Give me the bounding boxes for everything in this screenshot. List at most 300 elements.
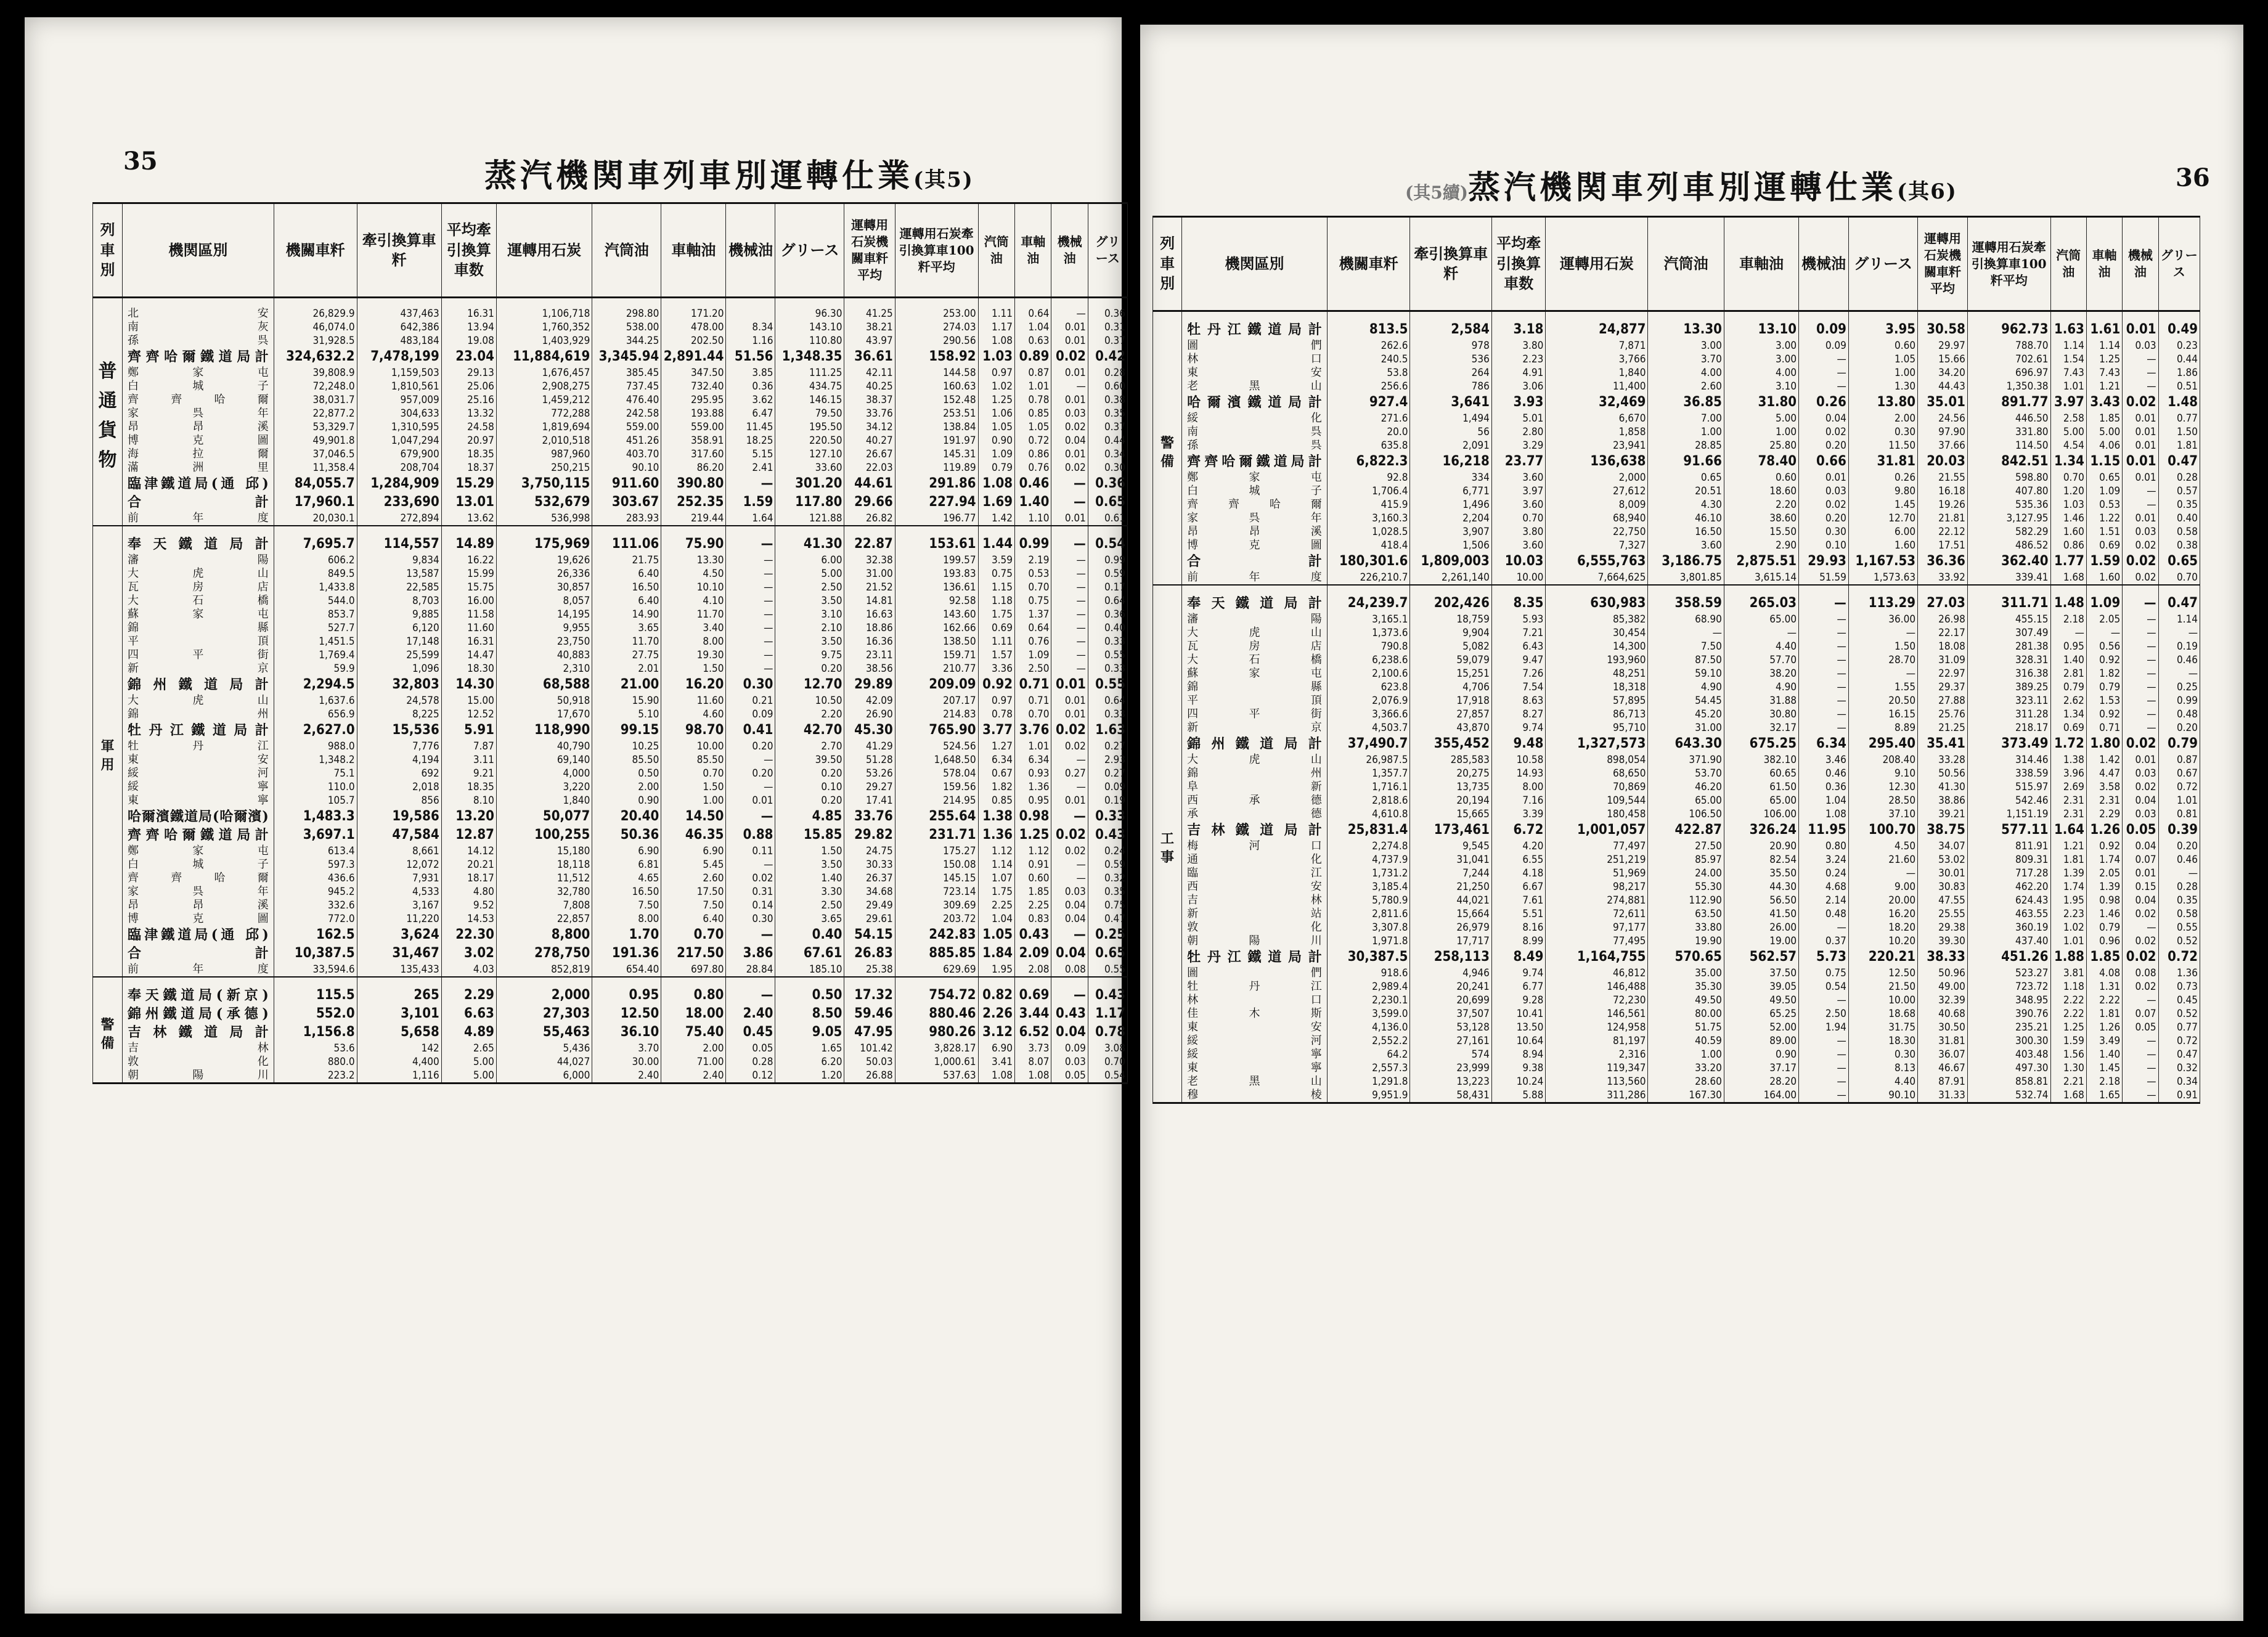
title-sub: (其5) [913, 168, 974, 192]
depot-name: 大虎山 [123, 694, 274, 708]
value-cell: 6,771 [1410, 484, 1491, 498]
value-cell: 22,750 [1546, 525, 1648, 539]
value-cell: 536 [1410, 353, 1491, 366]
value-cell: 39.50 [775, 753, 844, 767]
value-cell: 1.25 [978, 393, 1014, 407]
value-cell: 210.77 [895, 662, 978, 676]
value-cell: 1.94 [1799, 1021, 1849, 1034]
value-cell: 0.71 [1015, 694, 1051, 708]
value-cell: 0.97 [978, 694, 1014, 708]
value-cell: 37.10 [1848, 807, 1917, 821]
value-cell: 463.55 [1967, 907, 2050, 921]
data-table [92, 202, 1128, 1084]
spacer-cell [2050, 585, 2086, 594]
value-cell: 29.38 [1918, 921, 1968, 934]
value-cell: 4.65 [592, 872, 661, 885]
value-cell: 6.90 [978, 1042, 1014, 1055]
value-cell: 852,819 [496, 963, 592, 977]
value-cell: 40.68 [1918, 1007, 1968, 1021]
value-cell: 46.67 [1918, 1061, 1968, 1075]
value-cell: — [1051, 380, 1088, 393]
value-cell: 18.35 [441, 780, 496, 794]
value-cell: 0.35 [1088, 407, 1127, 420]
value-cell: 31.33 [1918, 1088, 1968, 1103]
value-cell: — [726, 635, 775, 648]
value-cell: 0.75 [1088, 899, 1127, 912]
value-cell: 1,809,003 [1410, 552, 1491, 571]
value-cell: 1.34 [2050, 452, 2086, 471]
value-cell: 253.51 [895, 407, 978, 420]
value-cell: 9.47 [1491, 653, 1546, 667]
table-row [1153, 626, 2200, 640]
value-cell: 0.50 [592, 767, 661, 780]
value-cell: 0.04 [2123, 839, 2158, 853]
value-cell: 1.17 [1088, 1005, 1127, 1023]
value-cell: 407.80 [1967, 484, 2050, 498]
value-cell: 54.45 [1648, 694, 1724, 708]
value-cell: 28.70 [1848, 653, 1917, 667]
value-cell: 8.63 [1491, 694, 1546, 708]
value-cell: 36.61 [844, 348, 895, 366]
value-cell: 1,159,503 [357, 366, 441, 380]
value-cell: 1.77 [2050, 552, 2086, 571]
spacer-cell [1491, 585, 1546, 594]
value-cell: — [1799, 1061, 1849, 1075]
value-cell: 1.82 [2086, 667, 2122, 680]
value-cell: 150.08 [895, 858, 978, 872]
value-cell: 9.74 [1491, 966, 1546, 980]
value-cell: 437,463 [357, 307, 441, 320]
value-cell: 9.10 [1848, 767, 1917, 780]
table-row [1153, 1048, 2200, 1061]
value-cell: 3.29 [1491, 439, 1546, 452]
depot-name: 綏河 [1182, 1034, 1328, 1048]
spacer-cell [1153, 311, 1182, 321]
value-cell: 0.70 [1015, 581, 1051, 594]
value-cell: 10.03 [1491, 552, 1546, 571]
value-cell: 61.50 [1724, 780, 1798, 794]
column-header: 車軸油 [1015, 203, 1051, 298]
depot-name: 牡丹江 [1182, 980, 1328, 994]
value-cell: 962.73 [1967, 320, 2050, 339]
value-cell: 0.98 [1015, 807, 1051, 826]
value-cell: 295.40 [1848, 735, 1917, 753]
value-cell: 219.44 [661, 512, 726, 526]
value-cell: 0.02 [1051, 721, 1088, 740]
table-row [1153, 667, 2200, 680]
spacer-cell [844, 298, 895, 308]
value-cell: 7,776 [357, 740, 441, 753]
table-row [1153, 640, 2200, 653]
value-cell: 1.86 [2158, 366, 2200, 380]
value-cell: 1,971.8 [1327, 934, 1410, 948]
value-cell: 38.56 [844, 662, 895, 676]
value-cell: 0.02 [1051, 826, 1088, 844]
value-cell: 25,831.4 [1327, 821, 1410, 839]
value-cell: 2,584 [1410, 320, 1491, 339]
value-cell: 27,303 [496, 1005, 592, 1023]
table-row [1153, 1088, 2200, 1103]
value-cell: 0.72 [2158, 1034, 2200, 1048]
value-cell: 0.40 [2158, 512, 2200, 525]
value-cell: 1.85 [2086, 948, 2122, 966]
value-cell: 19.00 [1724, 934, 1798, 948]
value-cell: 0.27 [1088, 767, 1127, 780]
table-row [1153, 948, 2200, 966]
value-cell: 16.20 [661, 676, 726, 694]
value-cell: 0.60 [1724, 471, 1798, 484]
value-cell: 3,615.14 [1724, 571, 1798, 585]
value-cell: 0.92 [978, 676, 1014, 694]
spacer-cell [1967, 585, 2050, 594]
value-cell: — [1051, 648, 1088, 662]
value-cell: 162.66 [895, 621, 978, 635]
value-cell: 1.00 [1648, 425, 1724, 439]
value-cell: 11.70 [661, 608, 726, 621]
value-cell: — [1799, 708, 1849, 721]
value-cell: 29.49 [844, 899, 895, 912]
value-cell: — [1051, 872, 1088, 885]
spacer-cell [1015, 526, 1051, 535]
value-cell: 0.02 [1051, 844, 1088, 858]
value-cell: 303.67 [592, 493, 661, 512]
value-cell: 0.76 [1015, 461, 1051, 475]
value-cell: 1.38 [2050, 753, 2086, 767]
value-cell: 29.37 [1918, 680, 1968, 694]
value-cell: 542.46 [1967, 794, 2050, 807]
value-cell: 51.28 [844, 753, 895, 767]
value-cell: 6,670 [1546, 412, 1648, 425]
value-cell: 1.81 [2158, 439, 2200, 452]
value-cell: 1.42 [978, 512, 1014, 526]
value-cell: 10.25 [592, 740, 661, 753]
value-cell: 50.96 [1918, 966, 1968, 980]
value-cell: 1.00 [1848, 366, 1917, 380]
value-cell: 6.47 [726, 407, 775, 420]
value-cell: 0.36 [1088, 475, 1127, 493]
value-cell: 142 [357, 1042, 441, 1055]
value-cell: 13.32 [441, 407, 496, 420]
value-cell: 0.02 [2123, 980, 2158, 994]
value-cell: 0.95 [2050, 640, 2086, 653]
depot-name: 四平街 [123, 648, 274, 662]
value-cell: 1.10 [1015, 512, 1051, 526]
value-cell: 0.43 [1088, 826, 1127, 844]
value-cell: 6,238.6 [1327, 653, 1410, 667]
value-cell: 0.43 [1088, 986, 1127, 1005]
value-cell: 13.94 [441, 320, 496, 334]
value-cell: 360.19 [1967, 921, 2050, 934]
value-cell: — [726, 535, 775, 553]
value-cell: 1.07 [978, 872, 1014, 885]
value-cell: 1,810,561 [357, 380, 441, 393]
depot-name: 吉林 [123, 1042, 274, 1055]
value-cell: 3.08 [1088, 1042, 1127, 1055]
value-cell: 235.21 [1967, 1021, 2050, 1034]
value-cell: 1.05 [978, 926, 1014, 944]
value-cell: 45.20 [1648, 708, 1724, 721]
value-cell: — [1799, 994, 1849, 1007]
table-row [93, 648, 1128, 662]
spacer-cell [592, 526, 661, 535]
table-row [1153, 994, 2200, 1007]
value-cell: 790.8 [1327, 640, 1410, 653]
value-cell: — [726, 926, 775, 944]
value-cell: 675.25 [1724, 735, 1798, 753]
value-cell: 191.36 [592, 944, 661, 963]
value-cell: 3,167 [357, 899, 441, 912]
value-cell: 8,057 [496, 594, 592, 608]
value-cell: 1,000.61 [895, 1055, 978, 1069]
value-cell: 18.17 [441, 872, 496, 885]
value-cell: 13.80 [1848, 393, 1917, 412]
spacer-cell [441, 298, 496, 308]
value-cell: — [726, 753, 775, 767]
table-row [93, 753, 1128, 767]
value-cell: 7.54 [1491, 680, 1546, 694]
value-cell: 250,215 [496, 461, 592, 475]
value-cell: 0.28 [1088, 366, 1127, 380]
value-cell: 16.31 [441, 635, 496, 648]
value-cell: 0.30 [726, 912, 775, 926]
value-cell: 32.38 [844, 553, 895, 567]
value-cell: 0.04 [2123, 794, 2158, 807]
value-cell: 47.55 [1918, 894, 1968, 907]
value-cell: — [1051, 858, 1088, 872]
value-cell: 544.0 [274, 594, 357, 608]
value-cell: 1.59 [2086, 552, 2122, 571]
value-cell: 0.85 [978, 794, 1014, 807]
value-cell: 0.14 [726, 899, 775, 912]
value-cell: 146,488 [1546, 980, 1648, 994]
value-cell: — [1051, 608, 1088, 621]
value-cell: 9,951.9 [1327, 1088, 1410, 1103]
value-cell: 0.01 [2123, 320, 2158, 339]
value-cell: 3.73 [1015, 1042, 1051, 1055]
value-cell: 18.68 [1848, 1007, 1917, 1021]
value-cell: 328.31 [1967, 653, 2050, 667]
value-cell: 39.05 [1724, 980, 1798, 994]
value-cell: 291.86 [895, 475, 978, 493]
depot-name: 北安 [123, 307, 274, 320]
value-cell: 578.04 [895, 767, 978, 780]
value-cell: 0.71 [1015, 676, 1051, 694]
value-cell: 0.01 [2123, 425, 2158, 439]
value-cell: 2.00 [1848, 412, 1917, 425]
value-cell: 0.30 [726, 676, 775, 694]
value-cell: — [1799, 353, 1849, 366]
page-title [450, 150, 974, 196]
value-cell: 1,433.8 [274, 581, 357, 594]
value-cell: 0.78 [1088, 1023, 1127, 1042]
value-cell: 36.00 [1848, 613, 1917, 626]
value-cell: 1,167.53 [1848, 552, 1917, 571]
spacer-cell [1182, 585, 1328, 594]
value-cell: 3.10 [775, 608, 844, 621]
value-cell [726, 307, 775, 320]
value-cell: 1.50 [775, 844, 844, 858]
value-cell: 95,710 [1546, 721, 1648, 735]
value-cell: 21.25 [1918, 721, 1968, 735]
value-cell: 79.50 [775, 407, 844, 420]
value-cell: 3,366.6 [1327, 708, 1410, 721]
value-cell: 0.19 [1088, 794, 1127, 807]
value-cell: 0.44 [2158, 353, 2200, 366]
value-cell: 0.02 [2123, 393, 2158, 412]
spacer-cell [123, 298, 274, 308]
value-cell: 3.11 [441, 753, 496, 767]
value-cell: 1,716.1 [1327, 780, 1410, 794]
value-cell: 0.02 [2123, 948, 2158, 966]
value-cell: 3.93 [1491, 393, 1546, 412]
value-cell: 18,759 [1410, 613, 1491, 626]
value-cell: 20.97 [441, 434, 496, 447]
value-cell: 1,506 [1410, 539, 1491, 552]
table-row [1153, 907, 2200, 921]
value-cell: 21.50 [1848, 980, 1917, 994]
value-cell: 1.09 [978, 447, 1014, 461]
value-cell: 765.90 [895, 721, 978, 740]
table-row [1153, 539, 2200, 552]
value-cell: 0.30 [1848, 1048, 1917, 1061]
value-cell: 732.40 [661, 380, 726, 393]
value-cell: 68.90 [1648, 613, 1724, 626]
value-cell: 0.36 [1799, 780, 1849, 794]
value-cell: 60.65 [1724, 767, 1798, 780]
value-cell: 106.50 [1648, 807, 1724, 821]
value-cell: 0.25 [2158, 680, 2200, 694]
value-cell: 31.09 [1918, 653, 1968, 667]
value-cell: 3,127.95 [1967, 512, 2050, 525]
value-cell: 5.00 [775, 567, 844, 581]
value-cell: 382.10 [1724, 753, 1798, 767]
value-cell: 11.70 [592, 635, 661, 648]
value-cell: 7.16 [1491, 794, 1546, 807]
value-cell: 3,697.1 [274, 826, 357, 844]
value-cell: 0.36 [1088, 608, 1127, 621]
table-row [93, 767, 1128, 780]
value-cell: 2,010,518 [496, 434, 592, 447]
value-cell: 1.12 [1015, 844, 1051, 858]
value-cell: 34.12 [844, 420, 895, 434]
value-cell: — [726, 858, 775, 872]
value-cell: 13.30 [661, 553, 726, 567]
depot-name: 平頂 [1182, 694, 1328, 708]
value-cell: 37,507 [1410, 1007, 1491, 1021]
value-cell: 0.35 [1088, 885, 1127, 899]
spacer-cell [895, 526, 978, 535]
value-cell: 15.66 [1918, 353, 1968, 366]
value-cell: 57.70 [1724, 653, 1798, 667]
value-cell: 2.50 [775, 581, 844, 594]
value-cell: 2.50 [775, 899, 844, 912]
value-cell: 26.90 [844, 708, 895, 721]
depot-name: 牡丹江 [123, 740, 274, 753]
value-cell: 63.50 [1648, 907, 1724, 921]
value-cell: — [1799, 921, 1849, 934]
value-cell: 0.36 [1088, 307, 1127, 320]
value-cell: 26.83 [844, 944, 895, 963]
depot-name: 滿洲里 [123, 461, 274, 475]
value-cell: 6.20 [775, 1055, 844, 1069]
value-cell: 36.10 [592, 1023, 661, 1042]
value-cell: 1.48 [2050, 594, 2086, 613]
value-cell: 1.81 [2086, 1007, 2122, 1021]
depot-name: 家呉年 [1182, 512, 1328, 525]
value-cell: 0.44 [1088, 434, 1127, 447]
value-cell: 1,156.8 [274, 1023, 357, 1042]
value-cell: 3,307.8 [1327, 921, 1410, 934]
value-cell: 5.00 [441, 1069, 496, 1084]
value-cell: 0.21 [726, 694, 775, 708]
value-cell: 51.75 [1648, 1021, 1724, 1034]
depot-name: 敦化 [1182, 921, 1328, 934]
value-cell: 3,345.94 [592, 348, 661, 366]
value-cell: 41.25 [844, 307, 895, 320]
value-cell: 55.30 [1648, 880, 1724, 894]
column-header: 平均牽引換算車数 [1491, 217, 1546, 311]
value-cell: 0.35 [2158, 894, 2200, 907]
value-cell: 1.01 [1015, 740, 1051, 753]
value-cell: 1.50 [661, 662, 726, 676]
value-cell: 2.93 [1088, 753, 1127, 767]
value-cell: 10,387.5 [274, 944, 357, 963]
value-cell: 138.50 [895, 635, 978, 648]
value-cell: 0.70 [661, 767, 726, 780]
value-cell: 44.43 [1918, 380, 1968, 393]
value-cell: — [2123, 1048, 2158, 1061]
value-cell: 3,641 [1410, 393, 1491, 412]
value-cell: 0.01 [1799, 471, 1849, 484]
value-cell: 20,030.1 [274, 512, 357, 526]
header-row [1153, 217, 2200, 311]
value-cell: — [1724, 626, 1798, 640]
value-cell: 2.01 [592, 662, 661, 676]
value-cell: 10.50 [775, 694, 844, 708]
column-header: グリース [1088, 203, 1127, 298]
depot-name: 牡丹江鐵道局計 [123, 721, 274, 740]
value-cell: 6.90 [592, 844, 661, 858]
value-cell: 84,055.7 [274, 475, 357, 493]
value-cell: 20,699 [1410, 994, 1491, 1007]
spacer-cell [1410, 311, 1491, 321]
depot-name: 合計 [123, 493, 274, 512]
value-cell: — [1848, 867, 1917, 880]
depot-name: 瓦房店 [1182, 640, 1328, 653]
table-row [93, 621, 1128, 635]
value-cell: 642,386 [357, 320, 441, 334]
value-cell: 2.09 [1015, 944, 1051, 963]
depot-name: 齊齊哈爾 [123, 872, 274, 885]
column-header: 機關車粁 [274, 203, 357, 298]
value-cell: 29.82 [844, 826, 895, 844]
table-row [1153, 1061, 2200, 1075]
value-cell: 33.76 [844, 807, 895, 826]
value-cell: 1.14 [2086, 339, 2122, 353]
spacer-cell [1848, 585, 1917, 594]
value-cell: 110.80 [775, 334, 844, 348]
value-cell: 8.94 [1491, 1048, 1546, 1061]
value-cell: 532.74 [1967, 1088, 2050, 1103]
value-cell: 16.63 [844, 608, 895, 621]
value-cell: 1.50 [1848, 640, 1917, 653]
spacer-cell [1648, 585, 1724, 594]
value-cell: 14.50 [661, 807, 726, 826]
value-cell: 0.03 [1051, 885, 1088, 899]
value-cell: 31.80 [1724, 393, 1798, 412]
depot-name: 牡丹江鐵道局計 [1182, 320, 1328, 339]
value-cell: 223.2 [274, 1069, 357, 1084]
